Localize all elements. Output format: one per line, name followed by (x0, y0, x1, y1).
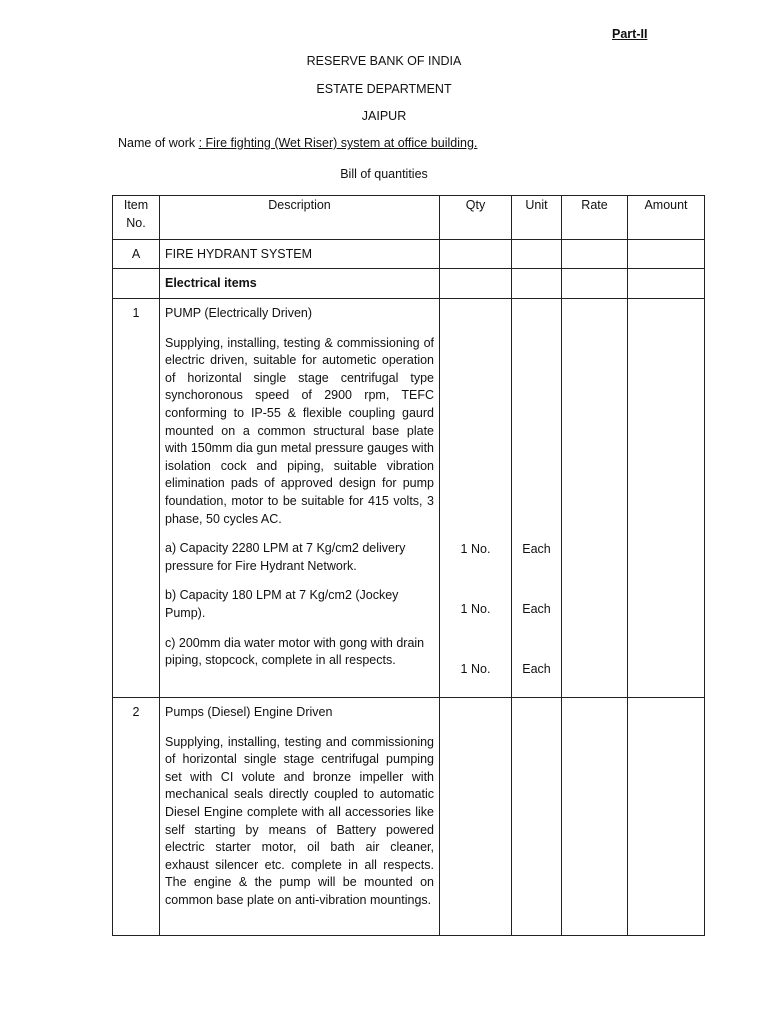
col-unit: Unit (512, 196, 562, 240)
col-item-no: Item No. (113, 196, 160, 240)
qty-b: 1 No. (460, 602, 491, 616)
work-label: Name of work (118, 136, 199, 150)
item-description: Supplying, installing, testing & commissioning of electric driven, suitable for autometic operation of horizontal single stage centrifugal type synchoronous speed of 2900 rpm, TEFC conforming to IP-55 & flexible coupling gaurd mounted on a common structural base plate with 150mm dia gun metal pressure gauges with isolation cock and piping, suitable vibration elimination pads of approved design for pump foundation, motor to be suitable for 415 volts, 3 phase, 50 cycles AC. (165, 335, 434, 526)
work-value: : Fire fighting (Wet Riser) system at office building. (198, 136, 478, 150)
qty-a: 1 No. (460, 542, 491, 556)
unit-a: Each (522, 542, 551, 556)
item-description: Supplying, installing, testing and commissioning of horizontal single stage centrifugal pumping set with CI volute and bronze impeller with mechanical seals directly coupled to automatic Diesel Engine complete with all accessories like self starting by means of Battery powered electric starter motor, oil bath air cleaner, exhaust silencer etc. complete in all respects. The engine & the pump will be mounted on common base plate on anti-vibration mountings. (165, 734, 434, 907)
col-qty: Qty (440, 196, 512, 240)
bill-of-quantities-table (112, 195, 705, 936)
unit-c: Each (522, 662, 551, 676)
header-row (113, 196, 705, 240)
unit-b: Each (522, 602, 551, 616)
doc-subtitle: Bill of quantities (340, 167, 428, 181)
sub-item-c: c) 200mm dia water motor with gong with drain piping, stopcock, complete in all respects. (165, 635, 425, 668)
item-title: PUMP (Electrically Driven) (165, 306, 313, 320)
table-row (113, 299, 705, 698)
table-row (113, 269, 705, 299)
subsection-title: Electrical items (160, 269, 440, 299)
name-of-work (118, 136, 477, 150)
item-number: 1 (113, 299, 160, 698)
item-title: Pumps (Diesel) Engine Driven (165, 705, 333, 719)
section-code: A (113, 240, 160, 269)
section-title: FIRE HYDRANT SYSTEM (160, 240, 440, 269)
col-rate: Rate (562, 196, 628, 240)
part-label: Part-II (612, 27, 648, 41)
col-amount: Amount (628, 196, 705, 240)
sub-item-b: b) Capacity 180 LPM at 7 Kg/cm2 (Jockey Pump). (165, 588, 399, 620)
org-name: RESERVE BANK OF INDIA (306, 54, 462, 68)
col-description: Description (160, 196, 440, 240)
table-row (113, 698, 705, 936)
city-name: JAIPUR (361, 109, 407, 123)
qty-c: 1 No. (460, 662, 491, 676)
sub-item-a: a) Capacity 2280 LPM at 7 Kg/cm2 delivery pressure for Fire Hydrant Network. (165, 541, 406, 573)
item-number: 2 (113, 698, 160, 936)
table-row (113, 240, 705, 269)
department-name: ESTATE DEPARTMENT (316, 82, 452, 96)
